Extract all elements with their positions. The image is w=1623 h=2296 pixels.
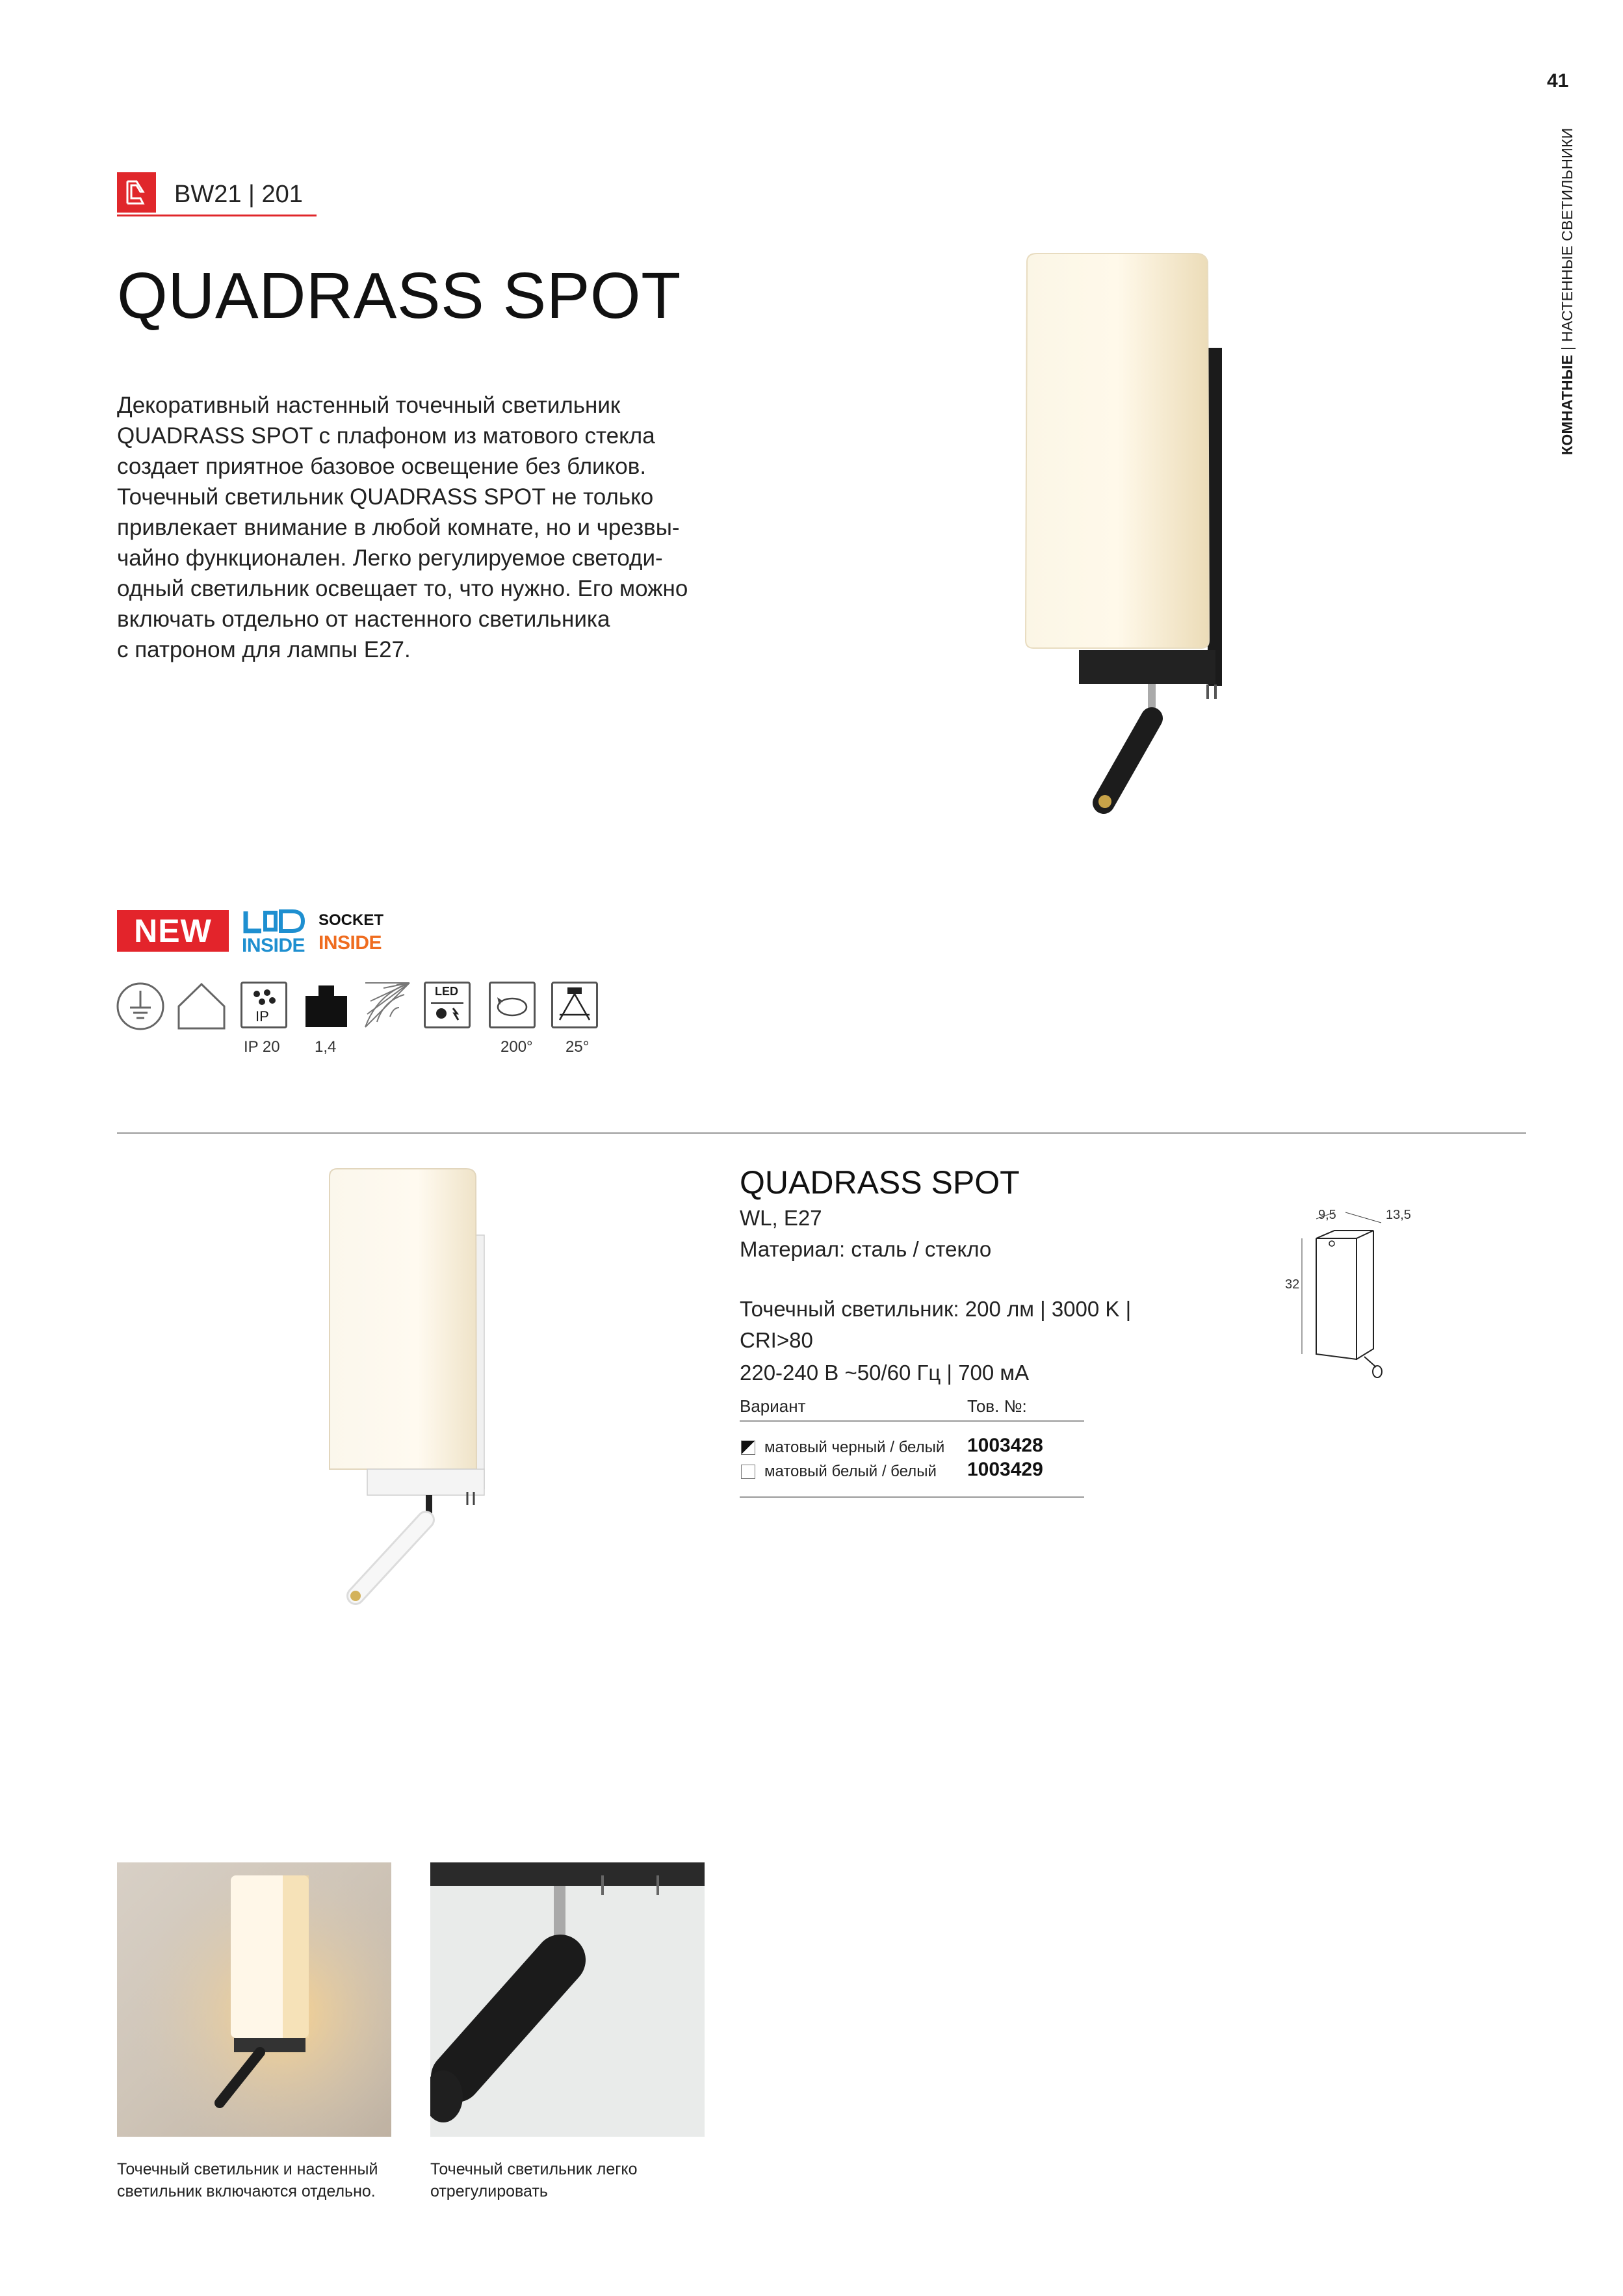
indoor-house-icon [175,980,227,1031]
socket-inside-icon [317,910,389,956]
swatch-black-white [741,1441,755,1455]
swatch-white [741,1465,755,1479]
variant-column-header: Вариант [740,1396,806,1416]
earth-ground-icon [116,982,165,1031]
code-underline [117,215,317,216]
dimension-depth: 9,5 [1318,1208,1336,1222]
variant-article: 1003429 [967,1459,1043,1480]
variant-product-image [322,1164,504,1619]
table-rule [740,1496,1084,1498]
section-label-bold: КОМНАТНЫЕ [1559,354,1576,455]
tilt-value: 25° [565,1038,590,1056]
photo-caption [117,2158,416,2202]
ambient-photo [117,1862,391,2137]
description-line: Декоративный настенный точечный светильник [117,393,621,418]
table-rule [740,1420,1084,1422]
rotation-value: 200° [500,1038,533,1056]
description-line: Точечный светильник QUADRASS SPOT не только [117,484,654,510]
description-line: одный светильник освещает то, что нужно. Его можно [117,576,688,601]
description-line: привлекает внимание в любой комнате, но и чрезвы- [117,515,680,540]
description-line: с патроном для лампы E27. [117,637,411,662]
led-inside-label: INSIDE [242,935,305,956]
ip-rating-icon [240,982,287,1028]
ip-icon-label: IP [255,1008,269,1024]
caption-line: Точечный светильник легко [430,2160,638,2178]
section-label [1559,91,1576,455]
product-type: WL, E27 [740,1206,822,1230]
tilt-icon [551,982,598,1028]
dimension-drawing [1297,1206,1401,1388]
socket-inside-label: INSIDE [318,932,382,954]
weight-value: 1,4 [315,1038,337,1056]
description-line: создает приятное базовое освещение без бликов. [117,454,647,479]
product-code: BW21 | 201 [174,181,303,208]
caption-line: светильник включаются отдельно. [117,2182,376,2200]
beam-angle-icon [364,982,411,1028]
hero-product-image [1001,250,1280,822]
weight-icon [303,982,350,1028]
description-line: QUADRASS SPOT с плафоном из матового стекла [117,423,655,449]
ip-rating-value: IP 20 [244,1038,280,1056]
caption-line: Точечный светильник и настенный [117,2160,378,2178]
product-description [117,390,728,665]
spec-line: CRI>80 [740,1328,813,1352]
photo-caption [430,2158,729,2202]
new-badge: NEW [117,910,229,952]
led-driver-icon [424,982,471,1028]
section-label-rest: | НАСТЕННЫЕ СВЕТИЛЬНИКИ [1559,127,1576,355]
product-material: Материал: сталь / стекло [740,1237,992,1261]
detail-photo [430,1862,705,2137]
dimension-width: 13,5 [1386,1208,1411,1222]
page-number: 41 [1547,70,1569,92]
led-driver-label: LED [435,985,458,998]
variant-article: 1003428 [967,1435,1043,1456]
page-title: QUADRASS SPOT [117,259,681,332]
socket-label: SOCKET [318,911,384,929]
dimension-height: 32 [1285,1277,1300,1292]
article-column-header: Тов. №: [967,1396,1027,1416]
led-inside-icon [242,909,307,956]
spec-line: 220-240 В ~50/60 Гц | 700 мА [740,1361,1030,1385]
description-line: включать отдельно от настенного светильника [117,607,610,632]
spec-line: Точечный светильник: 200 лм | 3000 K | [740,1297,1132,1321]
description-line: чайно функционален. Легко регулируемое светоди- [117,545,663,571]
wall-lamp-category-icon [117,172,156,213]
section-divider [117,1132,1526,1134]
caption-line: отрегулировать [430,2182,548,2200]
product-name: QUADRASS SPOT [740,1164,1020,1201]
variant-name: матовый белый / белый [764,1463,937,1480]
variant-name: матовый черный / белый [764,1439,945,1456]
rotation-icon [489,982,536,1028]
